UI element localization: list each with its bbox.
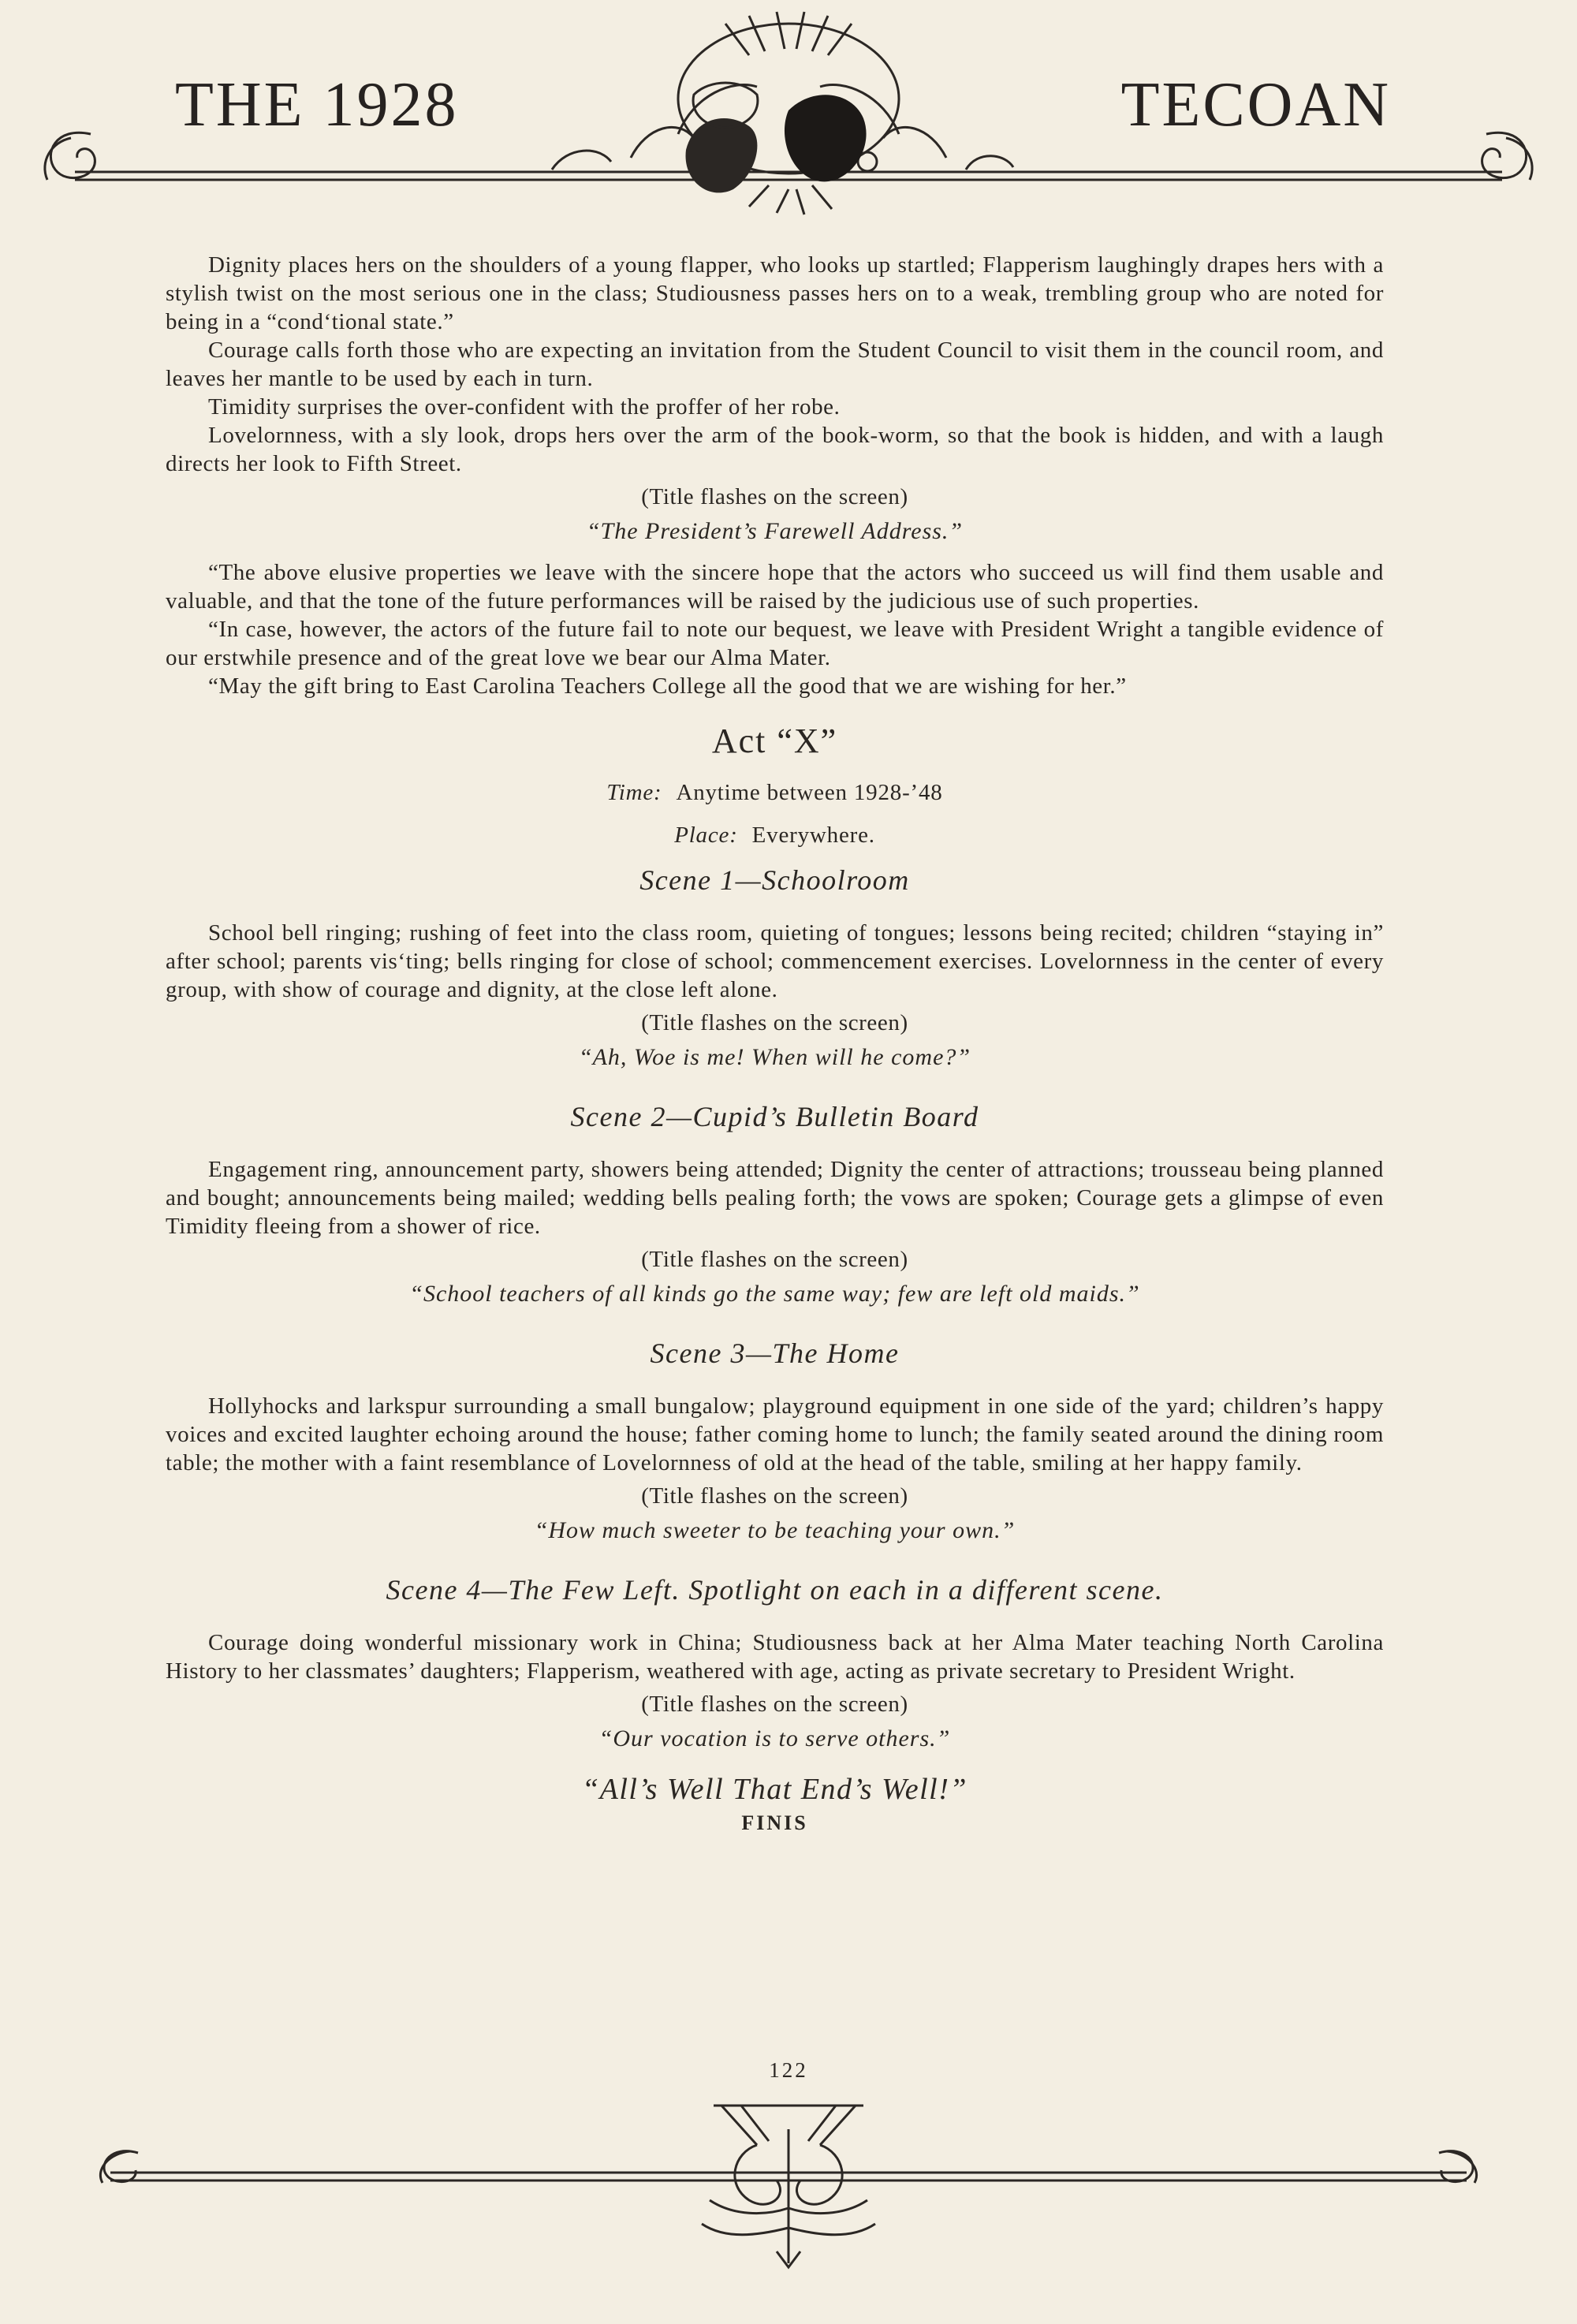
header-right-title: TECOAN [1120, 70, 1391, 140]
act-heading: Act “X” [711, 722, 838, 760]
paragraph: “The above elusive properties we leave with the sincere hope that the actors who succeed us will find them usable and valuable, and that the tone of the future performances will be raised by the judicious use of such properties. [166, 560, 1384, 614]
page-body [166, 251, 1384, 1835]
scene-text: Hollyhocks and larkspur surrounding a small bungalow; playground equipment in one side of the yard; children’s happy voices and excited laughter echoing around the house; father coming home to lunch; the family seated around the dining room table; the mother with a faint resemblance of Lovelornness of old at the head of the table, smiling at her happy family. [166, 1393, 1384, 1475]
footer-scroll-icon [0, 2098, 1577, 2303]
scene-heading: Scene 4—The Few Left. Spotlight on each in a different scene. [386, 1574, 1164, 1606]
scene-caption: “Ah, Woe is me! When will he come?” [578, 1044, 971, 1070]
scene-text: School bell ringing; rushing of feet into the class room, quieting of tongues; lessons being recited; children “staying in” after school; parents vis‘ting; bells ringing for close of school; commencement exercises. Lovelornness in the center of every group, with show of courage and dignity, at the close left alone. [166, 920, 1384, 1002]
paragraph: Dignity places hers on the shoulders of a young flapper, who looks up startled; Flapperism laughingly drapes hers with a stylish twist on the most serious one in the class; Studiousness passes hers on to a weak, trembling group who are noted for being in a “cond‘tional state.” [166, 252, 1384, 334]
page-number: 122 [769, 2058, 808, 2082]
scene-caption: “School teachers of all kinds go the same way; few are left old maids.” [409, 1281, 1140, 1307]
time-label: Time: [606, 780, 662, 805]
header-left-title: THE 1928 [175, 70, 459, 140]
time-value: Anytime between 1928-’48 [676, 780, 943, 805]
paragraph: “May the gift bring to East Carolina Teachers College all the good that we are wishing for her.” [208, 673, 1127, 699]
act-place [166, 821, 1384, 849]
place-label: Place: [674, 823, 738, 848]
scene-text: Engagement ring, announcement party, showers being attended; Dignity the center of attractions; trousseau being planned and bought; announcements being mailed; wedding bells pealing forth; the vows are spoken; Courage gets a glimpse of even Timidity fleeing from a shower of rice. [166, 1157, 1384, 1239]
paragraph: Lovelornness, with a sly look, drops hers over the arm of the book-worm, so that the book is hidden, and with a laugh directs her look to Fifth Street. [166, 423, 1384, 476]
title-flash-note: (Title flashes on the screen) [641, 1247, 908, 1272]
place-value: Everywhere. [751, 823, 875, 848]
title-flash-note: (Title flashes on the screen) [641, 1483, 908, 1509]
scene-caption: “Our vocation is to serve others.” [598, 1725, 951, 1751]
scene-caption: “How much sweeter to be teaching your own.” [534, 1517, 1016, 1543]
closing-line: “All’s Well That End’s Well!” [581, 1773, 968, 1806]
title-flash-note: (Title flashes on the screen) [641, 484, 908, 509]
act-time [166, 778, 1384, 807]
paragraph: “In case, however, the actors of the future fail to note our bequest, we leave with President Wright a tangible evidence of our erstwhile presence and of the great love we bear our Alma Mater. [166, 617, 1384, 670]
title-flash-note: (Title flashes on the screen) [641, 1010, 908, 1035]
scene-text: Courage doing wonderful missionary work in China; Studiousness back at her Alma Mater teaching North Carolina History to her classmates’ daughters; Flapperism, weathered with age, acting as private secretary to President Wright. [166, 1630, 1384, 1684]
title-flash-note: (Title flashes on the screen) [641, 1692, 908, 1717]
scene-heading: Scene 2—Cupid’s Bulletin Board [570, 1101, 979, 1132]
footer-ornament [0, 2098, 1577, 2303]
paragraph: Courage calls forth those who are expecting an invitation from the Student Council to visit them in the council room, and leaves her mantle to be used by each in turn. [166, 338, 1384, 391]
scene-heading: Scene 3—The Home [650, 1337, 900, 1369]
paragraph: Timidity surprises the over-confident with the proffer of her robe. [208, 394, 841, 420]
page-header [0, 0, 1577, 237]
finis-label: FINIS [741, 1811, 808, 1834]
scene-heading: Scene 1—Schoolroom [639, 864, 910, 896]
farewell-caption: “The President’s Farewell Address.” [586, 518, 964, 544]
